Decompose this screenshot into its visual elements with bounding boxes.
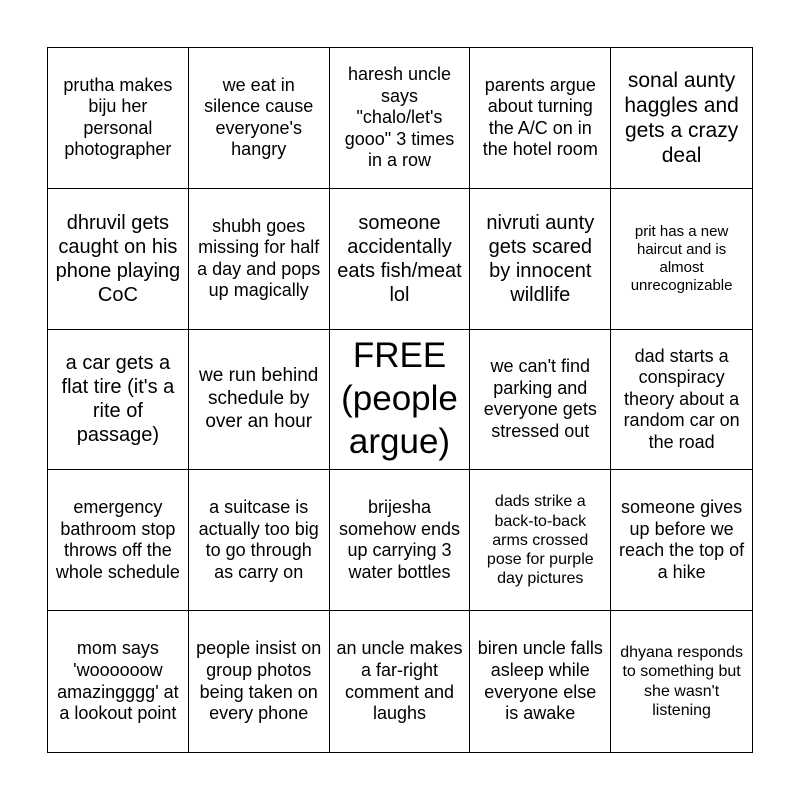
bingo-cell[interactable]: emergency bathroom stop throws off the whole schedule	[48, 470, 189, 611]
bingo-cell[interactable]: dads strike a back-to-back arms crossed pose for purple day pictures	[470, 470, 611, 611]
bingo-cell[interactable]: we run behind schedule by over an hour	[189, 330, 330, 471]
bingo-cell[interactable]: dhruvil gets caught on his phone playing CoC	[48, 189, 189, 330]
bingo-cell[interactable]: haresh uncle says "chalo/let's gooo" 3 times in a row	[330, 48, 471, 189]
bingo-cell[interactable]: nivruti aunty gets scared by innocent wildlife	[470, 189, 611, 330]
bingo-cell[interactable]: dad starts a conspiracy theory about a random car on the road	[611, 330, 752, 471]
bingo-cell[interactable]: people insist on group photos being taken on every phone	[189, 611, 330, 752]
bingo-cell[interactable]: prit has a new haircut and is almost unrecognizable	[611, 189, 752, 330]
bingo-cell[interactable]: shubh goes missing for half a day and pops up magically	[189, 189, 330, 330]
bingo-cell[interactable]: dhyana responds to something but she wasn't listening	[620, 644, 743, 719]
bingo-cell[interactable]: someone accidentally eats fish/meat lol	[330, 189, 471, 330]
bingo-cell[interactable]: we can't find parking and everyone gets stressed out	[470, 330, 611, 471]
bingo-cell[interactable]: mom says 'woooooow amazingggg' at a lookout point	[48, 611, 189, 752]
bingo-cell[interactable]: an uncle makes a far-right comment and laughs	[330, 611, 471, 752]
bingo-cell[interactable]: parents argue about turning the A/C on in the hotel room	[470, 48, 611, 189]
bingo-cell[interactable]: we eat in silence cause everyone's hangry	[189, 48, 330, 189]
bingo-cell[interactable]: biren uncle falls asleep while everyone else is awake	[470, 611, 611, 752]
bingo-board	[47, 47, 753, 753]
bingo-cell[interactable]: someone gives up before we reach the top of a hike	[611, 470, 752, 611]
bingo-cell[interactable]: a suitcase is actually too big to go through as carry on	[189, 470, 330, 611]
bingo-cell[interactable]: a car gets a flat tire (it's a rite of passage)	[48, 330, 189, 471]
free-space-cell[interactable]: FREE (people argue)	[330, 330, 471, 471]
bingo-cell[interactable]: brijesha somehow ends up carrying 3 water bottles	[330, 470, 471, 611]
bingo-cell[interactable]: prutha makes biju her personal photographer	[48, 48, 189, 189]
bingo-cell[interactable]: sonal aunty haggles and gets a crazy deal	[611, 48, 752, 189]
